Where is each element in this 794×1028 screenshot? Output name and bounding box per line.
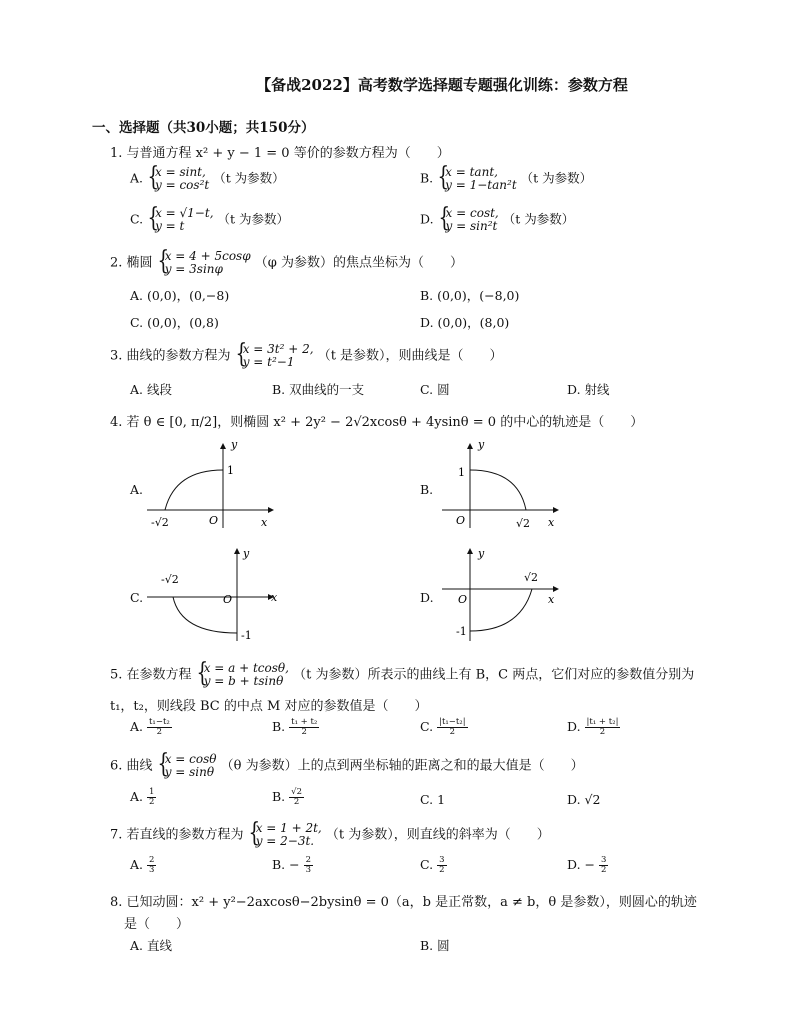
param-system: { x = tant, y = 1−tan²t — [437, 166, 517, 192]
question-4-graph-b — [440, 438, 565, 533]
question-7-option-a[interactable]: A. $\frac{2}{3}$ — [130, 855, 155, 875]
question-8-stem: 8. 已知动圆：x² + y²−2axcosθ−2bysinθ = 0（a，b 是正常数，a ≠ b，θ 是参数），则圆心的轨迹 — [110, 895, 697, 910]
question-5-stem-line-2: t₁，t₂，则线段 BC 的中点 M 对应的参数值是（ ） — [110, 699, 428, 714]
fraction: $\frac{3}{2}$ — [439, 855, 445, 875]
question-1-option-b[interactable]: B. { x = tant, y = 1−tan²t （t 为参数） — [420, 166, 592, 192]
question-5-option-c[interactable]: C. $\frac{\text{|t₁−t₂|}}{2}$ — [420, 717, 466, 737]
page-title: 【备战2022】高考数学选择题专题强化训练：参数方程 — [256, 76, 628, 94]
question-2-option-b[interactable]: B. (0,0)，(−8,0) — [420, 288, 520, 303]
origin-label: O — [223, 593, 233, 606]
question-4-option-c-label[interactable]: C. — [130, 590, 144, 605]
question-2-option-c[interactable]: C. (0,0)，(0,8) — [130, 315, 219, 330]
question-8-option-b[interactable]: B. 圆 — [420, 938, 450, 953]
tick-label: √2 — [516, 517, 531, 530]
axis-label-y: y — [243, 547, 250, 560]
origin-label: O — [458, 593, 468, 606]
question-4-option-d-label[interactable]: D. — [420, 590, 434, 605]
question-6-stem: 6. 曲线 { x = cosθ y = sinθ （θ 为参数）上的点到两坐标轴的距离之和的最大值是（ ） — [110, 753, 584, 779]
tick-label: -1 — [456, 625, 467, 638]
origin-label: O — [456, 514, 466, 527]
question-1-option-c[interactable]: C. { x = √1−t, y = t （t 为参数） — [130, 207, 289, 233]
question-3-option-a[interactable]: A. 线段 — [130, 382, 172, 397]
question-7-stem: 7. 若直线的参数方程为 { x = 1 + 2t, y = 2−3t. （t 为参数），则直线的斜率为（ ） — [110, 822, 550, 848]
origin-label: O — [209, 514, 219, 527]
param-system: { x = sint, y = cos²t — [147, 166, 209, 192]
param-system: { x = a + tcosθ, y = b + tsinθ — [196, 662, 289, 688]
curve — [470, 589, 532, 631]
question-4-graph-a — [145, 438, 280, 533]
param-system: { x = √1−t, y = t — [147, 207, 213, 233]
param-system: { x = 4 + 5cosφ y = 3sinφ — [157, 250, 251, 276]
param-system: { x = cosθ y = sinθ — [157, 753, 217, 779]
fraction: $\frac{\text{t₁ + t₂}}{2}$ — [291, 717, 318, 737]
question-4-stem: 4. 若 θ ∈ [0, π/2]，则椭圆 x² + 2y² − 2√2xcosθ + 4ysinθ = 0 的中心的轨迹是（ ） — [110, 415, 644, 430]
question-8-option-a[interactable]: A. 直线 — [130, 938, 172, 953]
question-7-option-d[interactable]: D. − $\frac{3}{2}$ — [567, 855, 607, 875]
tick-label: -1 — [241, 629, 252, 642]
question-2-option-d[interactable]: D. (0,0)，(8,0) — [420, 315, 510, 330]
question-2-option-a[interactable]: A. (0,0)，(0,−8) — [130, 288, 230, 303]
fraction: $\frac{2}{3}$ — [305, 855, 312, 875]
fraction: $\frac{\text{t₁−t₂}}{2}$ — [149, 717, 170, 737]
question-6-option-d[interactable]: D. √2 — [567, 792, 601, 807]
question-5-option-d[interactable]: D. $\frac{\text{|t₁ + t₂|}}{2}$ — [567, 717, 619, 737]
axis-label-y: y — [478, 547, 485, 560]
tick-label: -√2 — [151, 516, 169, 529]
tick-label: -√2 — [161, 573, 179, 586]
param-system: { x = cost, y = sin²t — [438, 207, 499, 233]
question-4-option-a-label[interactable]: A. — [130, 482, 144, 497]
fraction: $\frac{2}{3}$ — [149, 855, 155, 875]
question-6-option-b[interactable]: B. $\frac{√2}{2}$ — [272, 787, 302, 807]
param-system: { x = 1 + 2t, y = 2−3t. — [248, 822, 322, 848]
question-3-option-d[interactable]: D. 射线 — [567, 382, 610, 397]
question-3-option-c[interactable]: C. 圆 — [420, 382, 450, 397]
question-3-option-b[interactable]: B. 双曲线的一支 — [272, 382, 365, 397]
fraction: $\frac{\text{|t₁−t₂|}}{2}$ — [439, 717, 466, 737]
question-3-stem: 3. 曲线的参数方程为 { x = 3t² + 2, y = t²−1 （t 是参数），则曲线是（ ） — [110, 343, 503, 369]
curve — [470, 470, 526, 510]
question-7-option-b[interactable]: B. − $\frac{2}{3}$ — [272, 855, 312, 875]
question-1-option-a[interactable]: A. { x = sint, y = cos²t （t 为参数） — [130, 166, 285, 192]
axis-label-x: x — [271, 591, 278, 604]
question-4-graph-d — [440, 545, 565, 645]
question-8-stem-line-2: 是（ ） — [124, 917, 190, 932]
question-1-stem: 1. 与普通方程 x² + y − 1 = 0 等价的参数方程为（ ） — [110, 146, 450, 161]
question-1-option-d[interactable]: D. { x = cost, y = sin²t （t 为参数） — [420, 207, 574, 233]
question-4-option-b-label[interactable]: B. — [420, 482, 434, 497]
axis-label-y: y — [478, 438, 485, 451]
tick-label: 1 — [458, 466, 465, 479]
fraction: $\frac{√2}{2}$ — [291, 787, 302, 807]
question-5-option-b[interactable]: B. $\frac{\text{t₁ + t₂}}{2}$ — [272, 717, 318, 737]
fraction: $\frac{3}{2}$ — [600, 855, 607, 875]
fraction: $\frac{\text{|t₁ + t₂|}}{2}$ — [586, 717, 619, 737]
question-5-option-a[interactable]: A. $\frac{\text{t₁−t₂}}{2}$ — [130, 717, 170, 737]
axis-label-x: x — [548, 593, 555, 606]
param-system: { x = 3t² + 2, y = t²−1 — [235, 343, 314, 369]
question-5-stem: 5. 在参数方程 { x = a + tcosθ, y = b + tsinθ （t 为参数）所表示的曲线上有 B，C 两点，它们对应的参数值分别为 — [110, 662, 694, 688]
section-heading: 一、选择题（共30小题；共150分） — [92, 120, 315, 136]
axis-label-y: y — [231, 438, 238, 451]
question-6-option-a[interactable]: A. $\frac{1}{2}$ — [130, 787, 155, 807]
axis-label-x: x — [548, 516, 555, 529]
tick-label: 1 — [227, 464, 234, 477]
tick-label: √2 — [524, 571, 539, 584]
fraction: $\frac{1}{2}$ — [149, 787, 155, 807]
question-6-option-c[interactable]: C. 1 — [420, 792, 446, 807]
question-2-stem: 2. 椭圆 { x = 4 + 5cosφ y = 3sinφ （φ 为参数）的焦点坐标为（ ） — [110, 250, 463, 276]
question-7-option-c[interactable]: C. $\frac{3}{2}$ — [420, 855, 445, 875]
axis-label-x: x — [261, 516, 268, 529]
question-4-graph-c — [145, 545, 280, 645]
curve — [165, 470, 223, 510]
